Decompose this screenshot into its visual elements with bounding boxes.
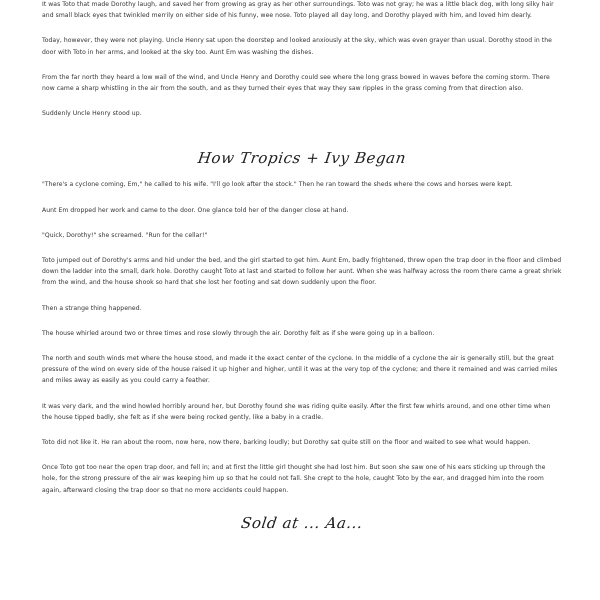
document-content: [42, 0, 562, 544]
paragraph: Suddenly Uncle Henry stood up.: [42, 110, 142, 118]
paragraph: The north and south winds met where the house stood, and made it the exact center of the cyclone. In the middle of a cyclone the air is generally still, but the great pressure of the wind on every side of the house raised it up higher and higher, until it was at the very top of the cyclone; and there it remained and was carried miles and miles away as easily as you could carry a feather.: [42, 355, 558, 385]
paragraph: "There's a cyclone coming, Em," he called to his wife. "I'll go look after the stock." Then he ran toward the sheds where the cows and horses were kept.: [42, 181, 513, 189]
paragraph: From the far north they heard a low wail of the wind, and Uncle Henry and Dorothy could see where the long grass bowed in waves before the coming storm. There now came a sharp whistling in the air from the south, and as they turned their eyes that way they saw ripples in the grass coming from that direction also.: [42, 73, 550, 93]
paragraph: Today, however, they were not playing. Uncle Henry sat upon the doorstep and looked anxiously at the sky, which was even grayer than usual. Dorothy stood in the door with Toto in her arms, and looked at the sky too. Aunt Em was washing the dishes.: [42, 37, 552, 56]
section-heading: How Tropics + Ivy Began: [196, 149, 408, 168]
paragraph: Then a strange thing happened.: [42, 304, 142, 312]
paragraph: The house whirled around two or three times and rose slowly through the air. Dorothy felt as if she were going up in a balloon.: [42, 329, 435, 337]
paragraph: Once Toto got too near the open trap door, and fell in; and at first the little girl thought she had lost him. But soon she saw one of his ears sticking up through the hole, for the strong pressure of the air was keeping him up so that he could not fall. She crept to the hole, caught Toto by the ear, and dragged him into the room again, afterward closing the trap door so that no more accidents could happen.: [42, 464, 546, 494]
paragraph: It was very dark, and the wind howled horribly around her, but Dorothy found she was riding quite easily. After the first few whirls around, and one other time when the house tipped badly, she felt as if she were being rocked gently, like a baby in a cradle.: [42, 402, 551, 421]
paragraph: Toto jumped out of Dorothy's arms and hid under the bed, and the girl started to get him. Aunt Em, badly frightened, threw open the trap door in the floor and climbed down the ladder into the small, dark hole. Dorothy caught Toto at last and started to follow her aunt. When she was halfway across the room there came a great shriek from the wind, and the house shook so hard that she lost her footing and sat down suddenly upon the floor.: [42, 257, 562, 287]
section-heading-cut-off: Sold at ... Aa...: [239, 513, 365, 532]
paragraph: "Quick, Dorothy!" she screamed. "Run for the cellar!": [42, 231, 208, 239]
paragraph: Toto did not like it. He ran about the room, now here, now there, barking loudly; but Dorothy sat quite still on the floor and waited to see what would happen.: [42, 439, 531, 447]
paragraph: Aunt Em dropped her work and came to the door. One glance told her of the danger close at hand.: [42, 206, 349, 214]
paragraph: It was Toto that made Dorothy laugh, and saved her from growing as gray as her other surroundings. Toto was not gray; he was a little black dog, with long silky hair and small black eyes that twinkled merrily on either side of his funny, wee nose. Toto played all day long, and Dorothy played with him, and loved him dearly.: [42, 1, 554, 20]
